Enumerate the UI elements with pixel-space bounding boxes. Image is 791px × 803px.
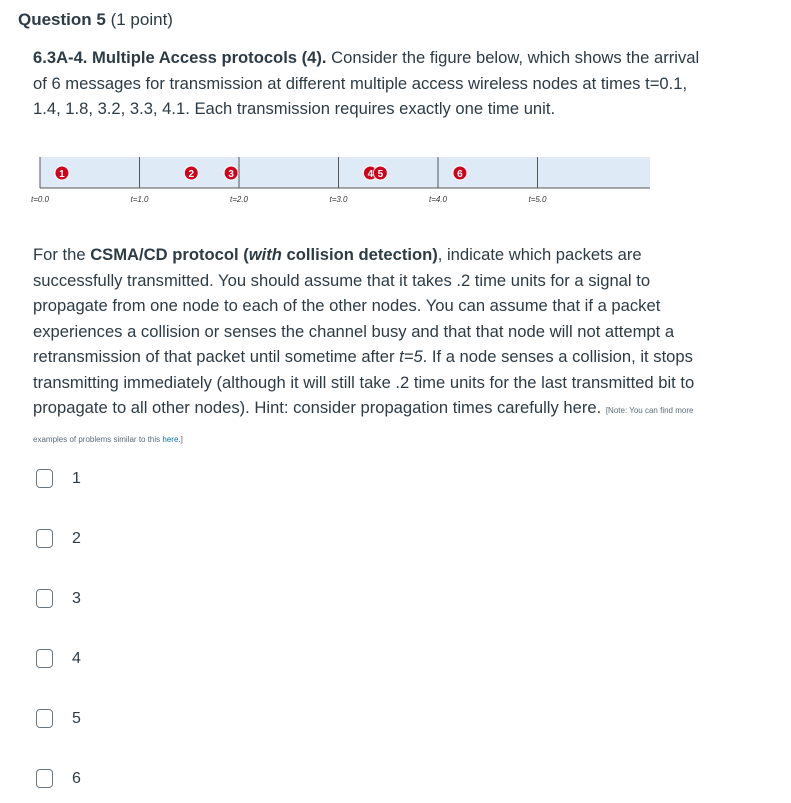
timeline-band — [40, 157, 650, 188]
question-intro-text: Consider the figure below, which shows the arrival of 6 messages for transmission at different multiple access wireless nodes at times t=0.1, 1.4, 1.8, 3.2, 3.3, 4.1. Each transmission requires exactly one time unit. — [33, 48, 700, 118]
timeline-tick-label: t=5.0 — [528, 195, 547, 204]
checkbox[interactable] — [36, 709, 53, 728]
timeline-tick-label: t=3.0 — [329, 195, 348, 204]
arrival-label: 4 — [367, 169, 374, 180]
note-close: ] — [180, 434, 183, 444]
note-text: [Note: You can find more examples of problems similar to this — [33, 406, 694, 444]
option-label: 2 — [72, 529, 81, 547]
instr-protocol-a: CSMA/CD protocol ( — [90, 245, 249, 264]
question-points: (1 point) — [110, 10, 173, 29]
timeline-tick-label: t=2.0 — [229, 195, 249, 204]
instr-text-b: , indicate which packets are successfully transmitted. You should assume that it takes .2 time units for a signal to propagate from one node to each of the other nodes. You can assume that if a packet experiences a collision or senses the channel busy and that that node will not attempt a retransmission of that packet until sometime after — [33, 245, 675, 366]
option-label: 3 — [72, 589, 81, 607]
arrival-label: 3 — [228, 169, 234, 180]
instr-protocol-em: with — [248, 245, 282, 264]
timeline-tick-label: t=0.0 — [30, 195, 50, 204]
checkbox[interactable] — [36, 769, 53, 788]
option-1[interactable] — [36, 469, 81, 488]
option-5[interactable] — [36, 709, 81, 728]
arrival-label: 5 — [377, 169, 384, 180]
checkbox[interactable] — [36, 589, 53, 608]
instr-protocol — [90, 245, 438, 264]
checkbox[interactable] — [36, 529, 53, 548]
instr-text-a: For the — [33, 245, 91, 264]
note-link[interactable]: here. — [162, 434, 181, 444]
instr-time: t=5 — [399, 347, 423, 366]
option-label: 1 — [72, 469, 81, 487]
option-label: 4 — [72, 649, 81, 667]
checkbox[interactable] — [36, 469, 53, 488]
question-intro — [33, 45, 713, 122]
option-2[interactable] — [36, 529, 81, 548]
option-label: 6 — [72, 769, 81, 787]
arrival-label: 6 — [457, 169, 463, 180]
question-title: Question 5 — [18, 10, 106, 29]
option-3[interactable] — [36, 589, 81, 608]
option-4[interactable] — [36, 649, 81, 668]
question-instructions — [33, 242, 713, 452]
instr-protocol-b: collision detection) — [281, 245, 438, 264]
question-heading: 6.3A-4. Multiple Access protocols (4). — [33, 48, 327, 67]
timeline-tick-label: t=1.0 — [130, 195, 149, 204]
option-label: 5 — [72, 709, 81, 727]
checkbox[interactable] — [36, 649, 53, 668]
timeline-svg — [30, 155, 660, 215]
timeline-figure — [30, 155, 660, 215]
instr-text-c: . If a node senses a collision, it stops transmitting immediately (although it will still take .2 time units for the last transmitted bit to propagate to all other nodes). Hint: consider propagation times carefully here. — [33, 347, 695, 417]
question-header — [18, 10, 173, 30]
arrival-label: 2 — [188, 169, 195, 180]
arrival-label: 1 — [59, 169, 65, 180]
timeline-tick-label: t=4.0 — [428, 195, 448, 204]
option-6[interactable] — [36, 769, 81, 788]
